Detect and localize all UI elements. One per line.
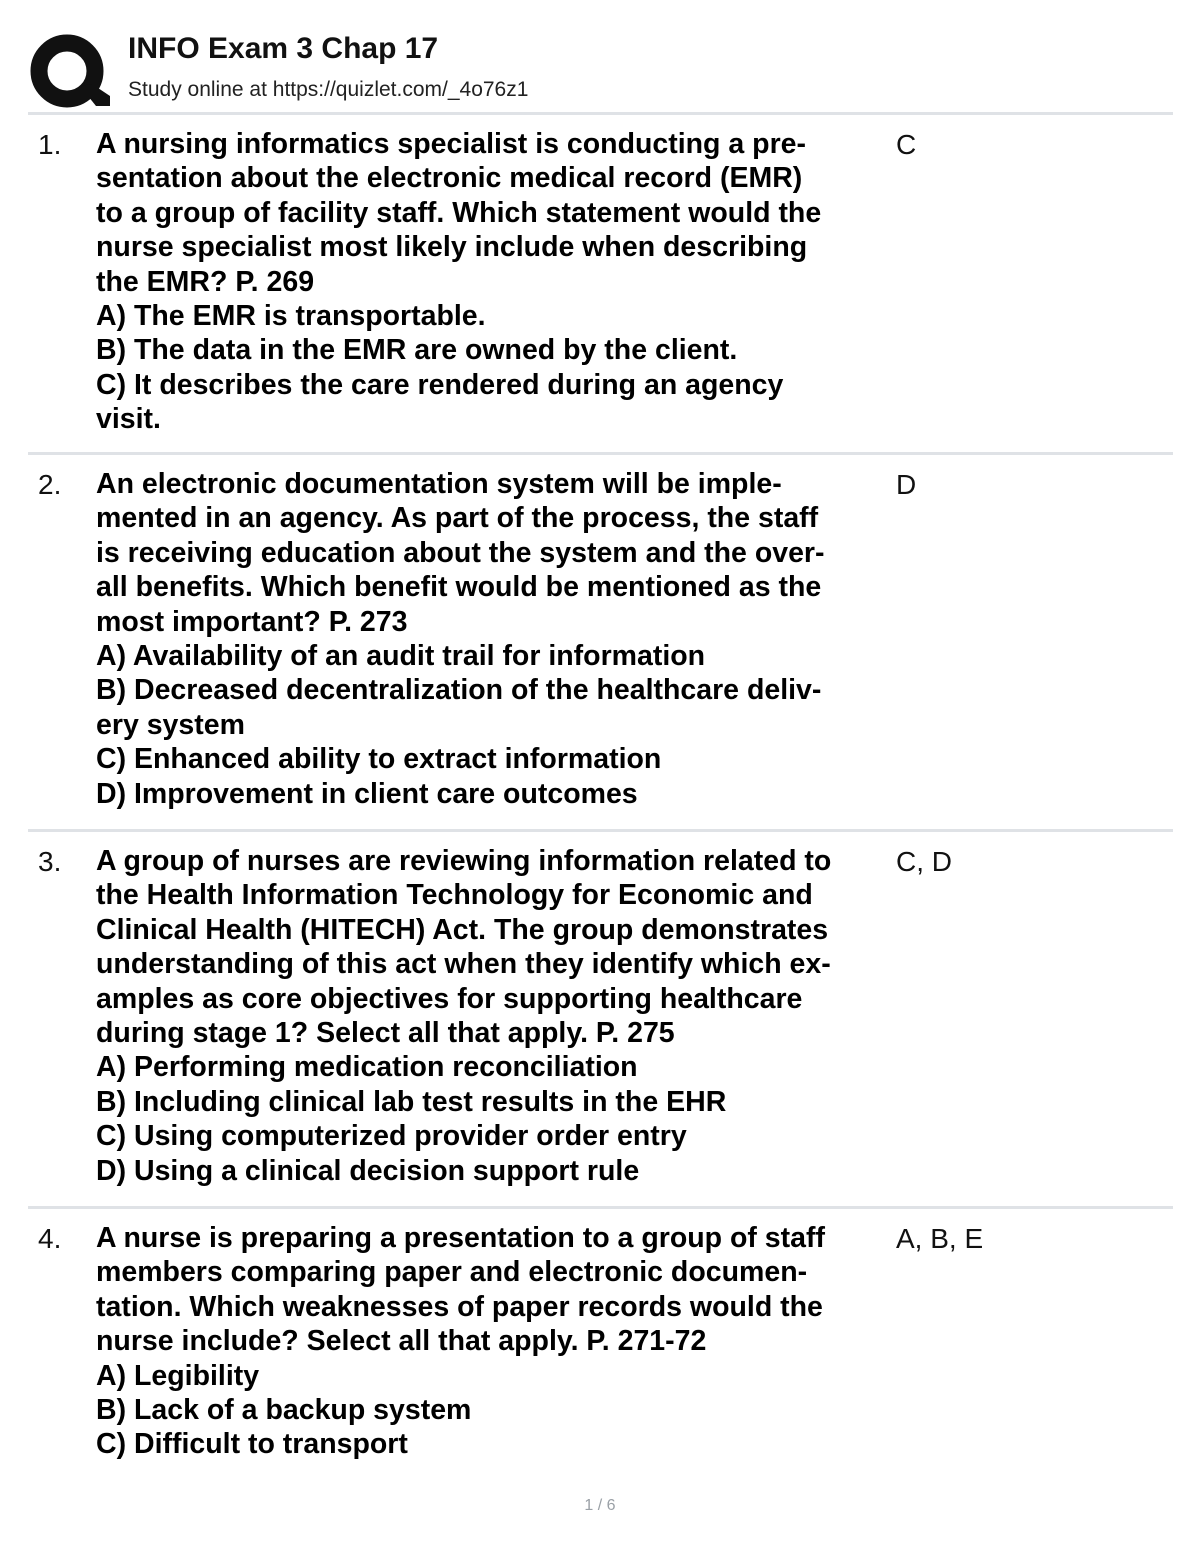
question-line: all benefits. Which benefit would be mentioned as the (96, 571, 822, 604)
option-a: A) Performing medication reconciliation (96, 1051, 638, 1084)
option-b: B) Decreased decentralization of the healthcare deliv- (96, 674, 822, 707)
question-line: An electronic documentation system will be imple- (96, 468, 782, 500)
question-line: most important? P. 273 (96, 605, 408, 638)
option-d: D) Using a clinical decision support rule (96, 1154, 640, 1187)
question-line: understanding of this act when they identify which ex- (96, 948, 831, 981)
quizlet-q-icon (30, 34, 110, 110)
question-line: members comparing paper and electronic documen- (96, 1256, 808, 1289)
page-title: INFO Exam 3 Chap 17 (128, 32, 439, 65)
option-c: C) It describes the care rendered during an agency (96, 368, 784, 401)
card-answer: C (896, 129, 917, 160)
card-answer: A, B, E (896, 1223, 984, 1254)
card-number: 1. (38, 129, 62, 160)
question-line: Clinical Health (HITECH) Act. The group demonstrates (96, 913, 829, 946)
option-c: C) Difficult to transport (96, 1428, 408, 1461)
option-b: B) The data in the EMR are owned by the client. (96, 334, 738, 367)
question-line: A group of nurses are reviewing information related to (96, 845, 832, 877)
question-line: mented in an agency. As part of the process, the staff (96, 502, 819, 535)
card-number: 3. (38, 846, 62, 877)
option-a: A) Legibility (96, 1359, 260, 1392)
option-d: D) Improvement in client care outcomes (96, 777, 638, 810)
question-line: A nurse is preparing a presentation to a group of staff (96, 1222, 825, 1254)
card-number: 2. (38, 469, 62, 500)
option-c-continued: visit. (96, 403, 161, 436)
flashcard (28, 112, 1173, 455)
card-answer: C, D (896, 846, 952, 877)
page-number: 1 / 6 (584, 1497, 616, 1514)
flashcard (28, 1206, 1173, 1479)
card-question (96, 1221, 896, 1462)
card-question (96, 127, 896, 437)
option-c: C) Enhanced ability to extract information (96, 743, 662, 776)
question-line: sentation about the electronic medical record (EMR) (96, 162, 803, 195)
flashcard (28, 829, 1173, 1209)
page-header (28, 28, 1173, 112)
option-b-continued: ery system (96, 708, 245, 741)
question-line: the EMR? P. 269 (96, 265, 315, 298)
question-line: to a group of facility staff. Which statement would the (96, 196, 822, 229)
option-a: A) Availability of an audit trail for information (96, 640, 706, 673)
card-question (96, 467, 896, 811)
study-online-link[interactable]: Study online at https://quizlet.com/_4o76z1 (128, 78, 529, 101)
card-number: 4. (38, 1223, 62, 1254)
card-question (96, 844, 896, 1188)
question-line: tation. Which weaknesses of paper records would the (96, 1290, 823, 1323)
card-answer: D (896, 469, 917, 500)
option-c: C) Using computerized provider order entry (96, 1120, 687, 1153)
question-line: nurse specialist most likely include when describing (96, 231, 808, 264)
question-line: A nursing informatics specialist is conducting a pre- (96, 128, 806, 160)
question-line: amples as core objectives for supporting healthcare (96, 982, 803, 1015)
question-line: the Health Information Technology for Economic and (96, 879, 813, 912)
question-line: during stage 1? Select all that apply. P. 275 (96, 1017, 675, 1050)
question-line: nurse include? Select all that apply. P. 271-72 (96, 1325, 707, 1358)
option-b: B) Including clinical lab test results in the EHR (96, 1085, 727, 1118)
option-a: A) The EMR is transportable. (96, 300, 486, 333)
option-b: B) Lack of a backup system (96, 1394, 472, 1427)
question-line: is receiving education about the system and the over- (96, 536, 825, 569)
flashcard (28, 452, 1173, 832)
